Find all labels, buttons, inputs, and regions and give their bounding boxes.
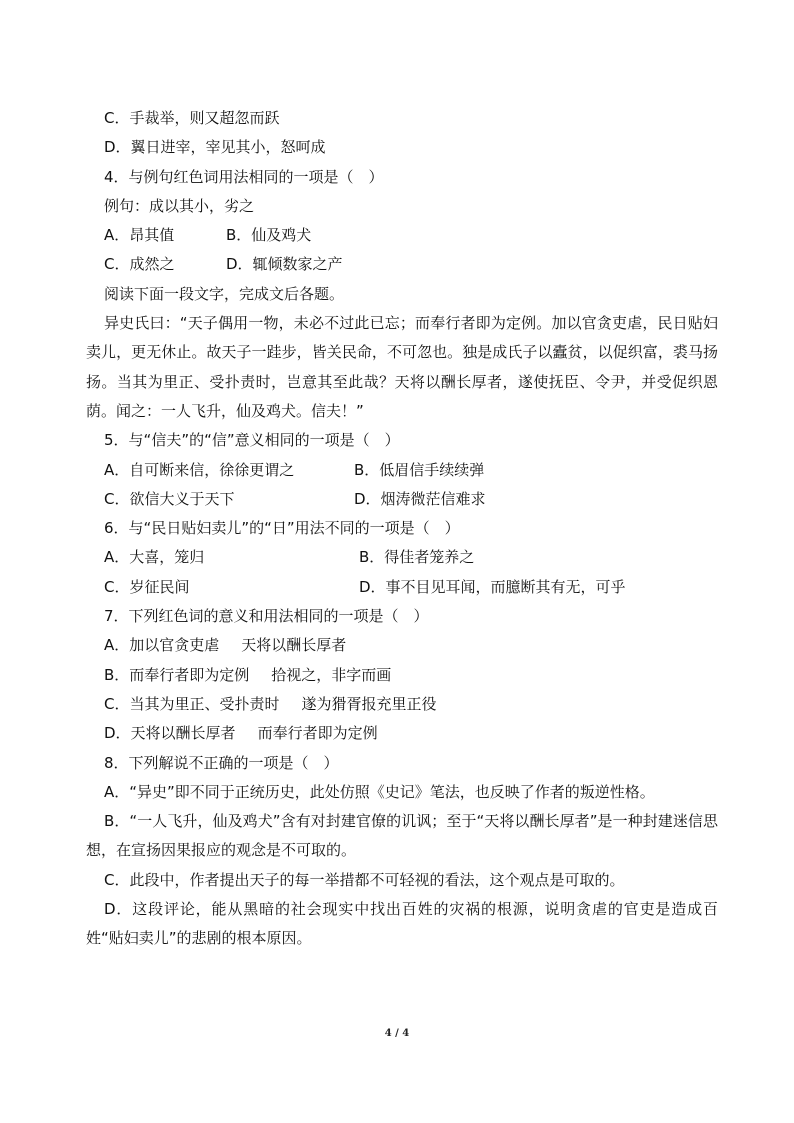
q5-option-d: D．烟涛微茫信难求	[354, 489, 486, 508]
question-7: 7．下列红色词的意义和用法相同的一项是（ ）	[104, 607, 429, 626]
reading-instruction: 阅读下面一段文字，完成文后各题。	[104, 284, 345, 303]
question-4-options-cd	[86, 250, 718, 279]
q7-option-a-right: 天将以酬长厚者	[241, 636, 347, 655]
q8-option-b: B．“一人飞升，仙及鸡犬”含有对封建官僚的讥讽；至于“天将以酬长厚者”是一种封建迷信思想，在宣扬因果报应的观念是不可取的。	[86, 812, 718, 860]
q6-option-b: B．得佳者笼养之	[359, 548, 475, 567]
page-number: 4 / 4	[384, 1028, 410, 1039]
q7-option-b-left: B．而奉行者即为定例	[104, 665, 250, 684]
q7-option-d	[86, 719, 718, 748]
q8-option-d: D．这段评论，能从黑暗的社会现实中找出百姓的灾祸的根源，说明贪虐的官吏是造成百姓“贴妇卖儿”的悲剧的根本原因。	[86, 900, 718, 948]
question-6-options-ab	[86, 543, 718, 572]
question-5-options-ab	[86, 456, 718, 485]
q7-option-d-right: 而奉行者即为定例	[257, 724, 378, 743]
question-4-options-ab	[86, 221, 718, 250]
q7-option-c	[86, 690, 718, 719]
q7-option-c-left: C．当其为里正、受扑责时	[104, 694, 280, 713]
q5-option-b: B．低眉信手续续弹	[354, 460, 485, 479]
page-content	[86, 104, 718, 954]
q4-option-b: B．仙及鸡犬	[226, 226, 312, 245]
q7-option-b-right: 拾视之，非字而画	[271, 665, 392, 684]
q6-option-c: C．岁征民间	[104, 577, 190, 596]
question-6: 6．与“民日贴妇卖儿”的“日”用法不同的一项是（ ）	[104, 519, 460, 538]
q7-option-d-left: D．天将以酬长厚者	[104, 724, 236, 743]
q4-option-a: A．昂其值	[104, 226, 175, 245]
q3-option-d: D．翼日进宰，宰见其小，怒呵成	[104, 138, 326, 157]
question-8: 8．下列解说不正确的一项是（ ）	[104, 753, 339, 772]
q7-option-b	[86, 661, 718, 690]
q4-option-c: C．成然之	[104, 255, 175, 274]
q7-option-a-left: A．加以官贪吏虐	[104, 636, 220, 655]
q7-option-c-right: 遂为猾胥报充里正役	[301, 694, 437, 713]
q6-option-a: A．大喜，笼归	[104, 548, 205, 567]
q8-option-a: A．“异史”即不同于正统历史，此处仿照《史记》笔法，也反映了作者的叛逆性格。	[104, 782, 655, 801]
reading-passage: 异史氏曰：“天子偶用一物，未必不过此已忘；而奉行者即为定例。加以官贪吏虐，民日贴妇卖儿，更无休止。故天子一跬步，皆关民命，不可忽也。独是成氏子以蠹贫，以促织富，裘马扬扬。当其为里正、受扑责时，岂意其至此哉？天将以酬长厚者，遂使抚臣、令尹，并受促织恩荫。闻之：一人飞升，仙及鸡犬。信夫！”	[86, 314, 718, 420]
question-4-example: 例句：成以其小，劣之	[104, 196, 255, 215]
q8-option-c: C．此段中，作者提出天子的每一举措都不可轻视的看法，这个观点是可取的。	[104, 870, 625, 889]
q4-option-d: D．辄倾数家之产	[226, 255, 343, 274]
q5-option-a: A．自可断来信，徐徐更谓之	[104, 460, 295, 479]
q7-option-a	[86, 631, 718, 660]
question-5: 5．与“信夫”的“信”意义相同的一项是（ ）	[104, 431, 400, 450]
q6-option-d: D．事不目见耳闻，而臆断其有无，可乎	[359, 577, 626, 596]
question-6-options-cd	[86, 573, 718, 602]
question-5-options-cd	[86, 485, 718, 514]
question-4: 4．与例句红色词用法相同的一项是（ ）	[104, 167, 384, 186]
q3-option-c: C．手裁举，则又超忽而跃	[104, 109, 280, 127]
q5-option-c: C．欲信大义于天下	[104, 489, 235, 508]
